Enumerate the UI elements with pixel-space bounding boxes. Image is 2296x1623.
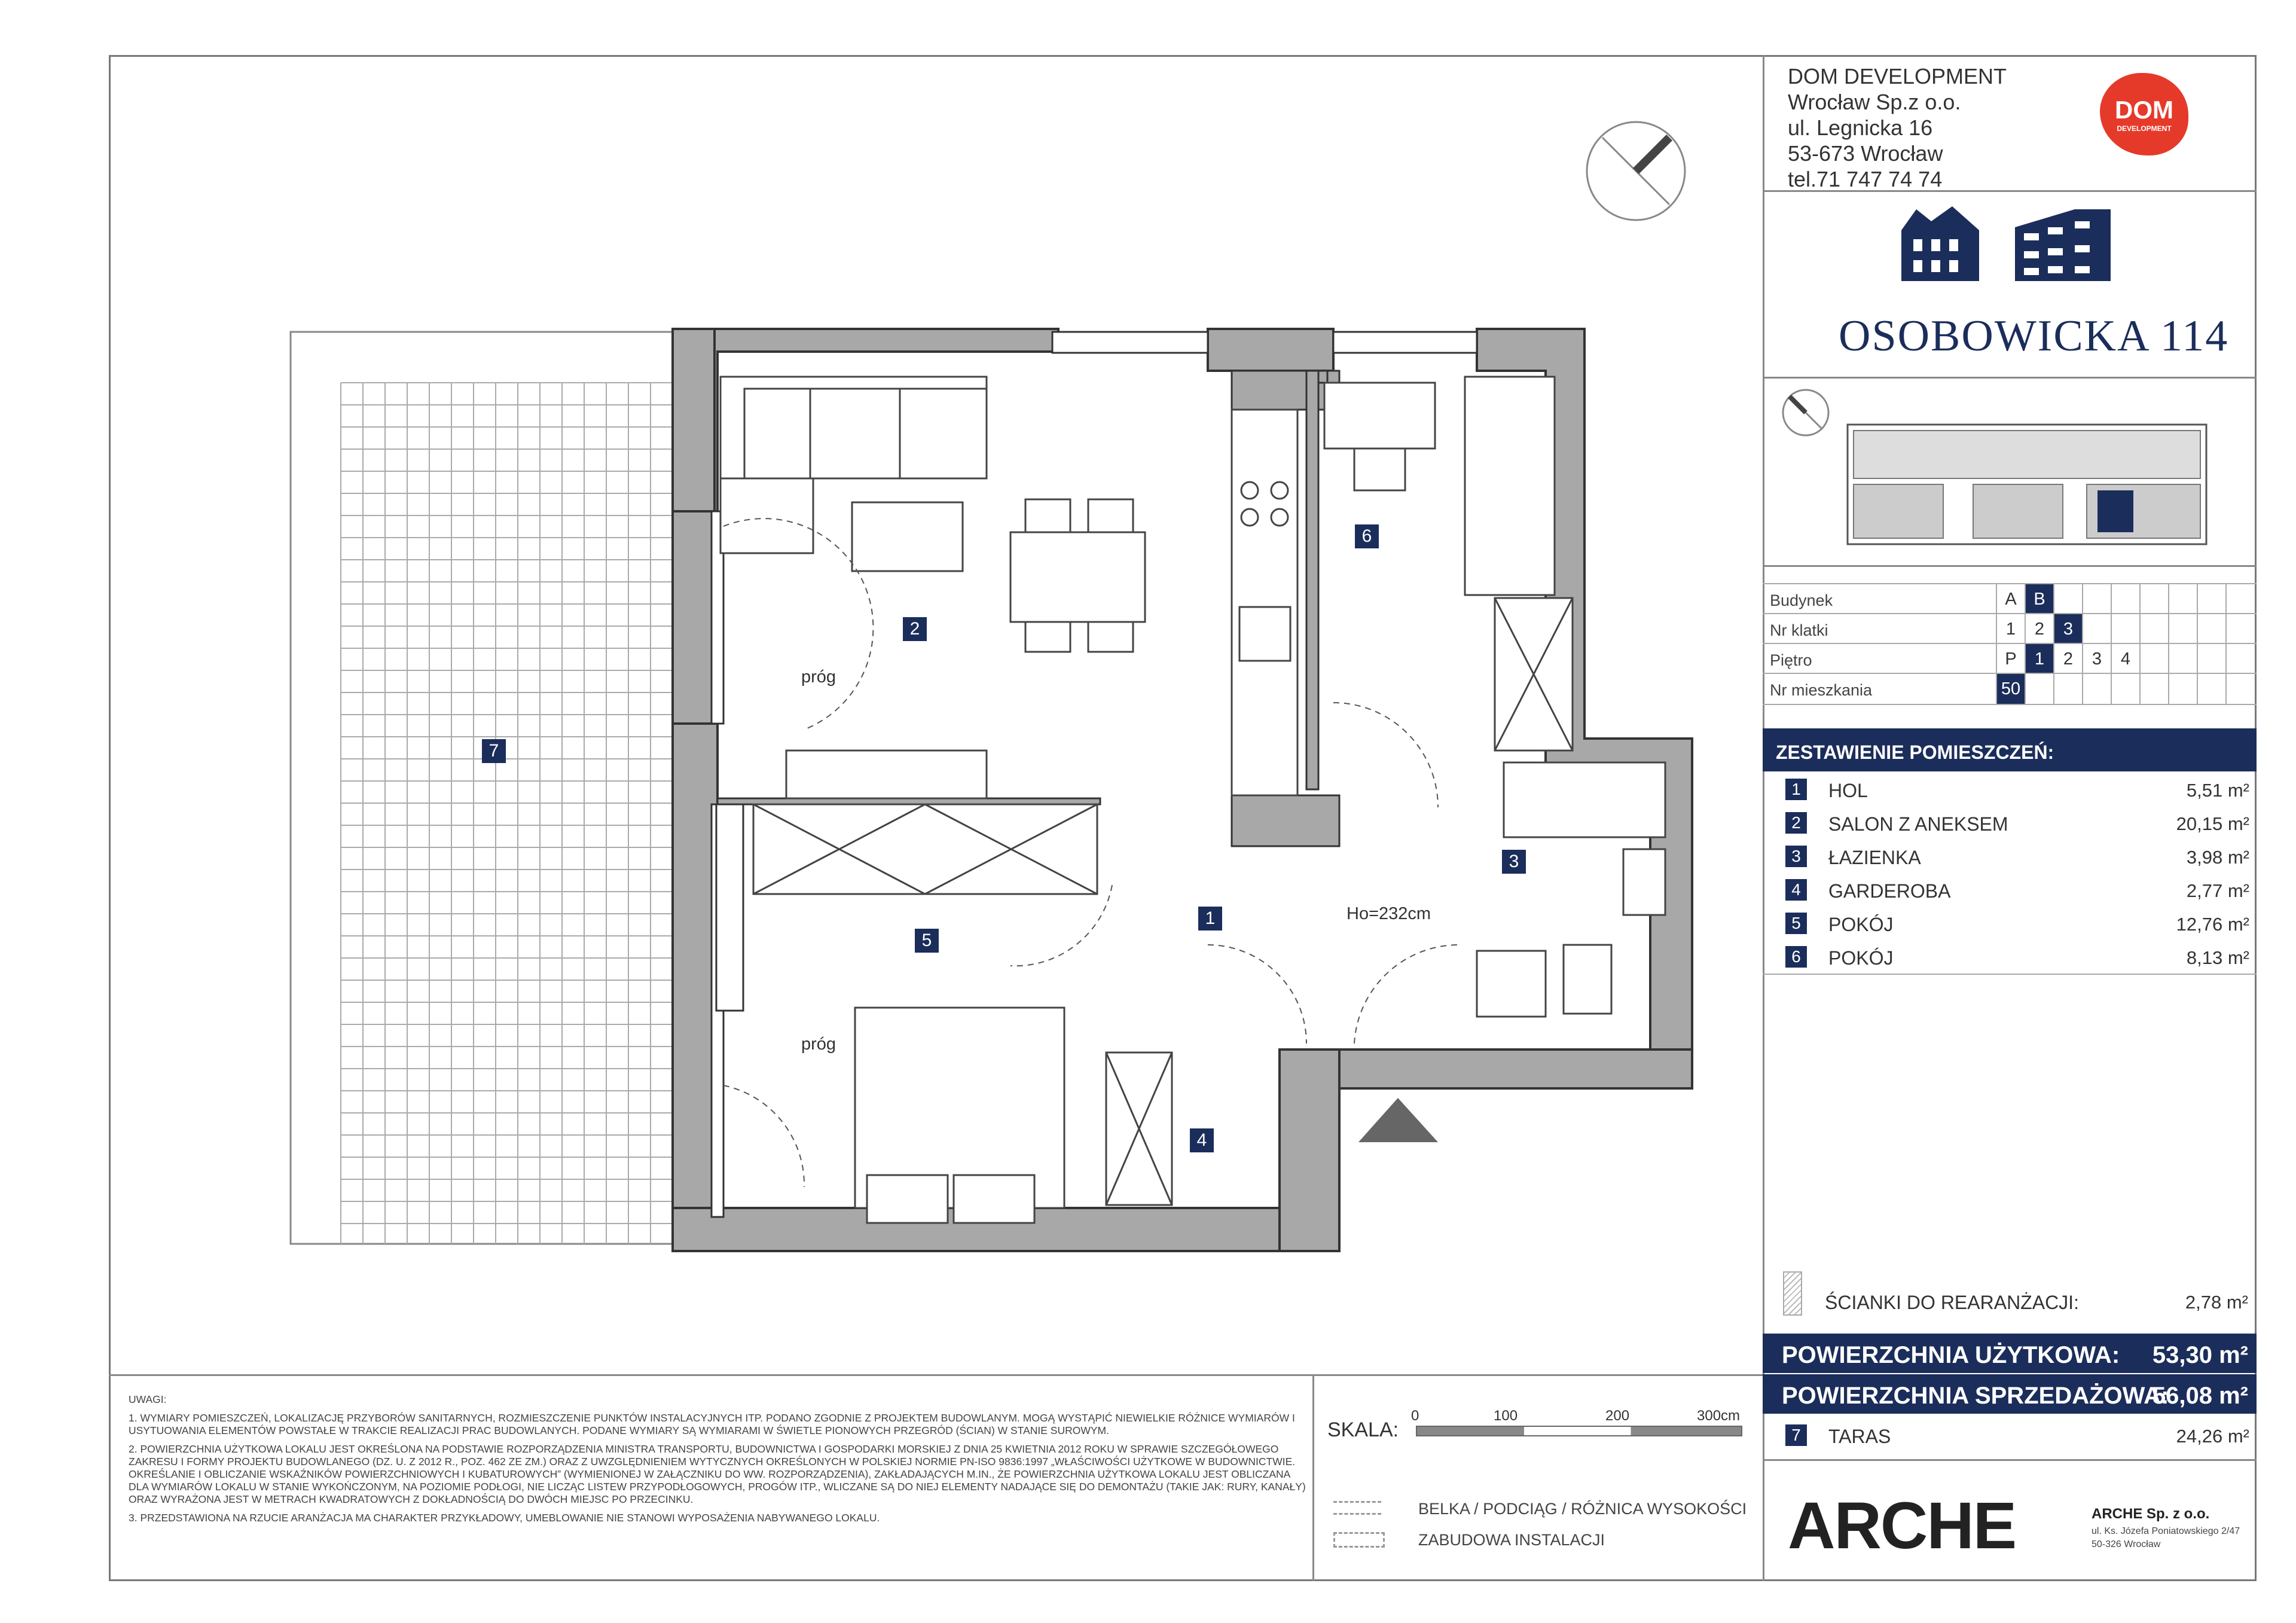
- floor-4: 4: [2111, 644, 2139, 674]
- plan-label-7: 7: [482, 739, 506, 763]
- scale-tick: 0: [1411, 1408, 1419, 1424]
- logo-sub: DEVELOPMENT: [2117, 124, 2172, 133]
- staircase-label: Nr klatki: [1770, 621, 1828, 639]
- company-phone: tel.71 747 74 74: [1788, 167, 1943, 191]
- beam-legend-icon: [1333, 1513, 1381, 1515]
- project-title: OSOBOWICKA 114: [1839, 312, 2229, 361]
- terrace-name: TARAS: [1828, 1426, 1891, 1447]
- ceiling-height-label: Ho=232cm: [1347, 904, 1431, 923]
- room-row: [1763, 806, 2257, 840]
- floor-p: P: [1996, 644, 2025, 674]
- divider: [1763, 1459, 2257, 1461]
- room-name: POKÓJ: [1828, 947, 1894, 969]
- room-name: HOL: [1828, 780, 1868, 801]
- room-row: [1763, 940, 2257, 974]
- room-number: 3: [1785, 846, 1807, 867]
- staircase-2: 2: [2025, 614, 2053, 644]
- architect-name: ARCHE Sp. z o.o.: [2092, 1506, 2210, 1522]
- building-b: B: [2025, 584, 2053, 614]
- logo-text: DOM: [2115, 96, 2173, 124]
- staircase-3: 3: [2053, 614, 2082, 644]
- notes: [129, 1393, 1312, 1530]
- company-city: 53-673 Wrocław: [1788, 141, 1943, 166]
- building-label: Budynek: [1770, 591, 1833, 609]
- note-3: 3. PRZEDSTAWIONA NA RZUCIE ARANŻACJA MA CHARAKTER PRZYKŁADOWY, UMEBLOWANIE NIE STANOWI WYPOSAŻENIA NABYWANEGO LOKALU.: [129, 1512, 880, 1524]
- beam-legend-icon: [1333, 1501, 1381, 1503]
- divider: [1763, 565, 2257, 567]
- architect-city: 50-326 Wrocław: [2092, 1539, 2161, 1549]
- legend-beam: BELKA / PODCIĄG / RÓŻNICA WYSOKOŚCI: [1418, 1500, 1747, 1518]
- plan-label-6: 6: [1355, 524, 1379, 548]
- note-2: 2. POWIERZCHNIA UŻYTKOWA LOKALU JEST OKREŚLONA NA PODSTAWIE ROZPORZĄDZENIA MINISTRA TRANSPORTU, BUDOWNICTWA I GOSPODARKI MORSKIEJ Z DNIA 25 KWIETNIA 2012 ROKU W SPRAWIE SZCZEGÓŁOWEGO ZAKRESU I FORMY PROJEKTU BUDOWLANEGO (DZ. U. Z 2012 R., POZ. 462 ZE ZM.) ORAZ Z UWZGLĘDNIENIEM WYTYCZNYCH OKREŚLONYCH W POLSKIEJ NORMIE PN-ISO 9836:1997 „WŁAŚCIWOŚCI UŻYTKOWE W BUDOWNICTWIE. OKREŚLANIE I OBLICZANIE WSKAŹNIKÓW POWIERZCHNIOWYCH I KUBATUROWYCH” (WYMIENIONEJ W ZAŁĄCZNIKU DO WW. ROZPORZĄDZENIA), ZAKŁADAJĄCYCH M.IN., ŻE POWIERZCHNIA UŻYTKOWA LOKALU JEST OBLICZANA DLA WYMIARÓW LOKALU W STANIE WYKOŃCZONYM, NA POZIOMIE PODŁOGI, NIE LICZĄC LISTEW PRZYPODŁOGOWYCH, PROGÓW ITP., WLICZANE SĄ DO NIEJ ELEMENTY NADAJĄCE SIĘ DO DEMONTAŻU (TAKIE JAK: RURY, KANAŁY) ORAZ WYRAŻONA JEST W METRACH KWADRATOWYCH Z DOKŁADNOŚCIĄ DO DWÓCH MIEJSC PO PRZECINKU.: [129, 1443, 1306, 1505]
- threshold-label: próg: [801, 1035, 836, 1054]
- room-area: 2,77 m²: [2186, 880, 2249, 901]
- walls-area: 2,78 m²: [2185, 1292, 2248, 1313]
- divider: [1763, 377, 2257, 379]
- sales-value: 56,08 m²: [2152, 1383, 2248, 1409]
- room-area: 20,15 m²: [2176, 813, 2249, 834]
- terrace-area: 24,26 m²: [2176, 1426, 2249, 1447]
- threshold-label: próg: [801, 667, 836, 687]
- company-line: Wrocław Sp.z o.o.: [1788, 90, 1961, 114]
- room-area: 5,51 m²: [2186, 780, 2249, 801]
- floor-label: Piętro: [1770, 651, 1812, 669]
- apartment-label: Nr mieszkania: [1770, 681, 1873, 699]
- plan-label-1: 1: [1198, 907, 1222, 931]
- floor-2: 2: [2053, 644, 2082, 674]
- divider: [109, 1374, 1763, 1376]
- building-a: A: [1996, 584, 2025, 614]
- room-area: 12,76 m²: [2176, 914, 2249, 935]
- company-address: ul. Legnicka 16: [1788, 115, 1933, 140]
- key-plan: [1770, 383, 2248, 562]
- arche-logo: ARCHE: [1788, 1489, 2016, 1563]
- room-row: [1763, 840, 2257, 873]
- room-area: 3,98 m²: [2186, 847, 2249, 868]
- room-name: GARDEROBA: [1828, 880, 1951, 902]
- terrace-area: [291, 332, 679, 1244]
- room-row: [1763, 773, 2257, 806]
- wall-swatch-icon: [1783, 1271, 1802, 1316]
- staircase-row: [1763, 613, 2257, 644]
- plan-label-2: 2: [903, 617, 927, 641]
- note-1: 1. WYMIARY POMIESZCZEŃ, LOKALIZACJĘ PRZYBORÓW SANITARNYCH, ROZMIESZCZENIE PUNKTÓW INSTALACYJNYCH ITP. PODANO ZGODNIE Z PROJEKTEM BUDOWLANYM. MOGĄ WYSTĄPIĆ NIEWIELKIE RÓŻNICE WYMIARÓW I USYTUOWANIA ELEMENTÓW POWSTAŁE W TRAKCIE REALIZACJI PRAC BUDOWLANYCH. PODANE WYMIARY SĄ WYMIARAMI W ŚWIETLE PIONOWYCH PRZEGRÓD (ŚCIAN) W STANIE SUROWYM.: [129, 1412, 1295, 1436]
- room-row: [1763, 873, 2257, 907]
- terrace-row: [1763, 1418, 2257, 1452]
- room-number: 4: [1785, 879, 1807, 901]
- usable-value: 53,30 m²: [2152, 1342, 2248, 1368]
- plan-label-5: 5: [915, 929, 939, 953]
- walls-label: ŚCIANKI DO REARANŻACJI:: [1825, 1292, 2079, 1313]
- legend-installation: ZABUDOWA INSTALACJI: [1418, 1531, 1605, 1549]
- plan-label-4: 4: [1190, 1128, 1214, 1152]
- apartment-row: [1763, 673, 2257, 705]
- sales-label: POWIERZCHNIA SPRZEDAŻOWA:: [1782, 1383, 2169, 1409]
- staircase-1: 1: [1996, 614, 2025, 644]
- scale-label: SKALA:: [1327, 1418, 1399, 1441]
- divider: [1312, 1374, 1314, 1581]
- room-name: POKÓJ: [1828, 914, 1894, 935]
- usable-area-row: [1763, 1334, 2257, 1373]
- installation-legend-icon: [1333, 1532, 1385, 1548]
- room-row: [1763, 907, 2257, 940]
- room-name: ŁAZIENKA: [1828, 847, 1921, 868]
- company-name: DOM DEVELOPMENT: [1788, 64, 2007, 89]
- floor-1: 1: [2025, 644, 2053, 674]
- usable-label: POWIERZCHNIA UŻYTKOWA:: [1782, 1342, 2120, 1368]
- company-info: [1788, 63, 2007, 192]
- sales-area-row: [1763, 1374, 2257, 1414]
- entrance-arrow: [1358, 1098, 1438, 1142]
- rooms-heading: ZESTAWIENIE POMIESZCZEŃ:: [1763, 728, 2257, 771]
- room-area: 8,13 m²: [2186, 947, 2249, 968]
- scale-tick: 300cm: [1697, 1408, 1741, 1424]
- divider: [1763, 974, 2257, 975]
- floor-3: 3: [2082, 644, 2111, 674]
- building-illustration: [1895, 203, 2123, 287]
- apartment-number: 50: [1996, 674, 2025, 704]
- building-row: [1763, 583, 2257, 614]
- notes-heading: UWAGI:: [129, 1393, 167, 1405]
- room-number: 5: [1785, 913, 1807, 934]
- terrace-number: 7: [1785, 1424, 1807, 1446]
- compass-icon: [1587, 122, 1685, 220]
- room-number: 2: [1785, 812, 1807, 834]
- room-number: 6: [1785, 946, 1807, 968]
- plan-label-3: 3: [1502, 850, 1526, 874]
- room-number: 1: [1785, 779, 1807, 800]
- architect-address: ul. Ks. Józefa Poniatowskiego 2/47: [2092, 1526, 2240, 1536]
- floor-row: [1763, 643, 2257, 674]
- scale-tick: 100: [1494, 1408, 1518, 1424]
- scale-tick: 200: [1605, 1408, 1630, 1424]
- scale-bar: [1416, 1426, 1742, 1436]
- room-name: SALON Z ANEKSEM: [1828, 813, 2008, 835]
